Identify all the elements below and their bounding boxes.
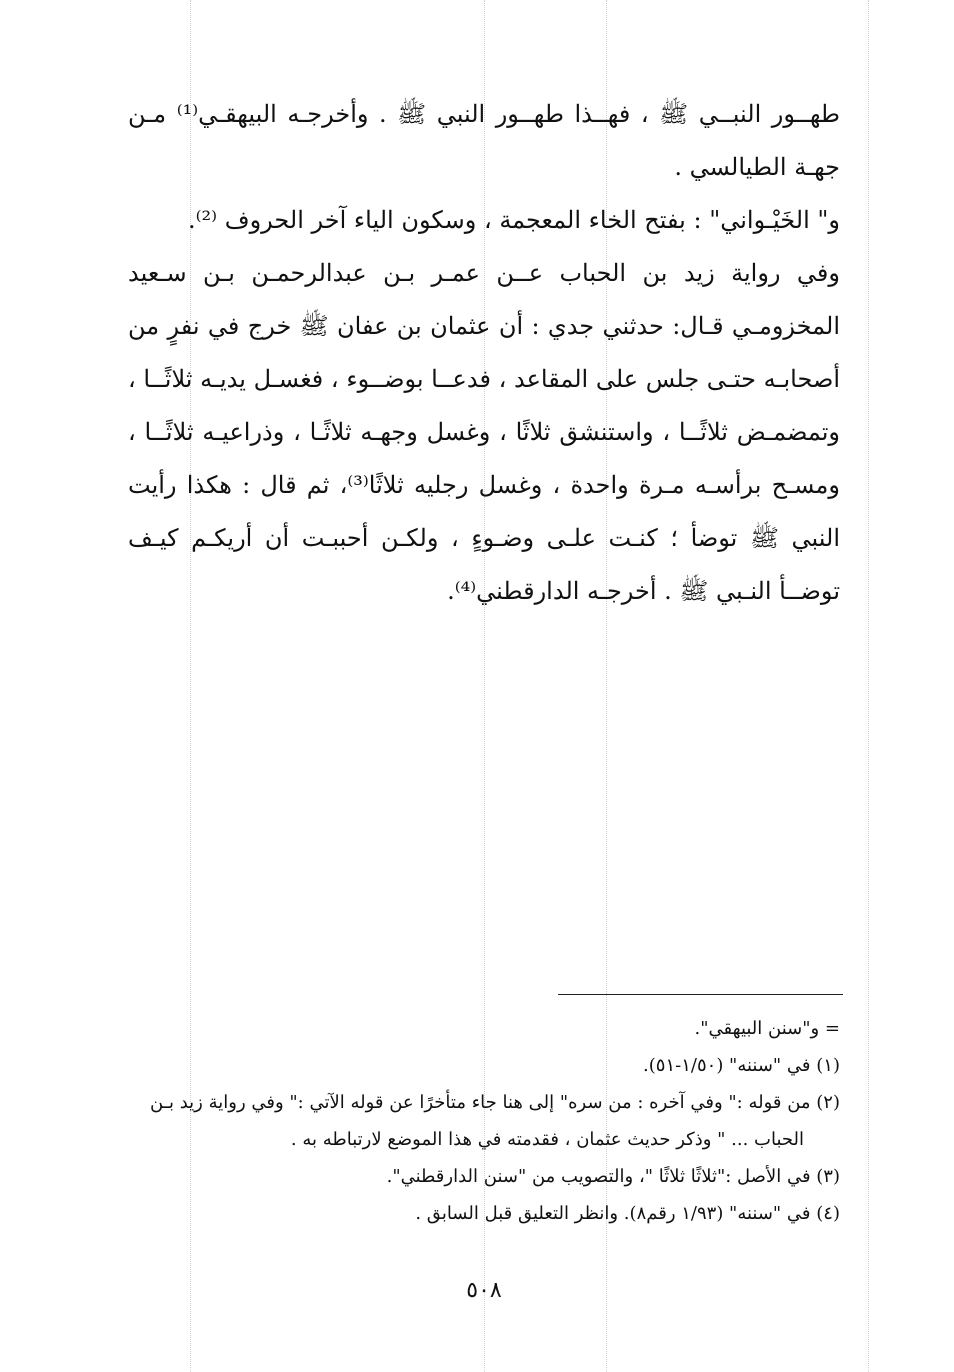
main-text (128, 88, 840, 618)
footnote-separator (558, 994, 843, 995)
footnote: (١) في "سننه" (١/٥٠-٥١). (643, 1055, 840, 1076)
footnote-continuation: الحباب ... " وذكر حديث عثمان ، فقدمته في هذا الموضع لارتباطه به . (290, 1129, 804, 1150)
footnote: (٣) في الأصل :"ثلاثًا ثلاثًا "، والتصويب من "سنن الدارقطني". (386, 1166, 840, 1187)
paragraph: وفي رواية زيد بن الحباب عــن عمـر بـن عبدالرحمـن بـن سـعيد المخزومـي قـال: حدثني جدي : أن عثمان بن عفان ﷺ خرج في نفرٍ من أصحابـه حتـى جلس على المقاعد ، فدعــا بوضــوء ، فغسـل يديـه ثلاثًــا ، وتمضمـض ثلاثًــا ، واستنشق ثلاثًا ، وغسل وجهـه ثلاثًـا ، وذراعيـه ثلاثًــا ، ومسـح برأسـه مـرة واحدة ، وغسل رجليه ثلاثًا⁽³⁾، ثم قال : هكذا رأيت النبي ﷺ توضأ ؛ كنـت علـى وضـوءٍ ، ولكـن أحببـت أن أريكـم كيـف توضــأ النـبي ﷺ . أخرجـه الدارقطني⁽⁴⁾. (128, 259, 840, 605)
footnote: (٢) من قوله :" وفي آخره : من سره" إلى هنا جاء متأخرًا عن قوله الآتي :" وفي رواية زيد بـن (150, 1092, 840, 1113)
paragraph: طهــور النبــي ﷺ ، فهــذا طهــور النبي ﷺ . وأخرجـه البيهقـي⁽¹⁾ مـن جهـة الطيالسي . (128, 100, 841, 181)
page-number: ٥٠٨ (466, 1278, 502, 1303)
footnote: = و"سنن البيهقي". (694, 1018, 840, 1039)
footnote: (٤) في "سننه" (١/٩٣ رقم٨). وانظر التعليق قبل السابق . (415, 1203, 840, 1224)
scan-guide-line (868, 0, 869, 1372)
footnotes (128, 1010, 840, 1232)
paragraph: و" الخَيْـواني" : بفتح الخاء المعجمة ، وسكون الياء آخر الحروف ⁽²⁾. (188, 206, 840, 234)
book-page (128, 88, 840, 1338)
